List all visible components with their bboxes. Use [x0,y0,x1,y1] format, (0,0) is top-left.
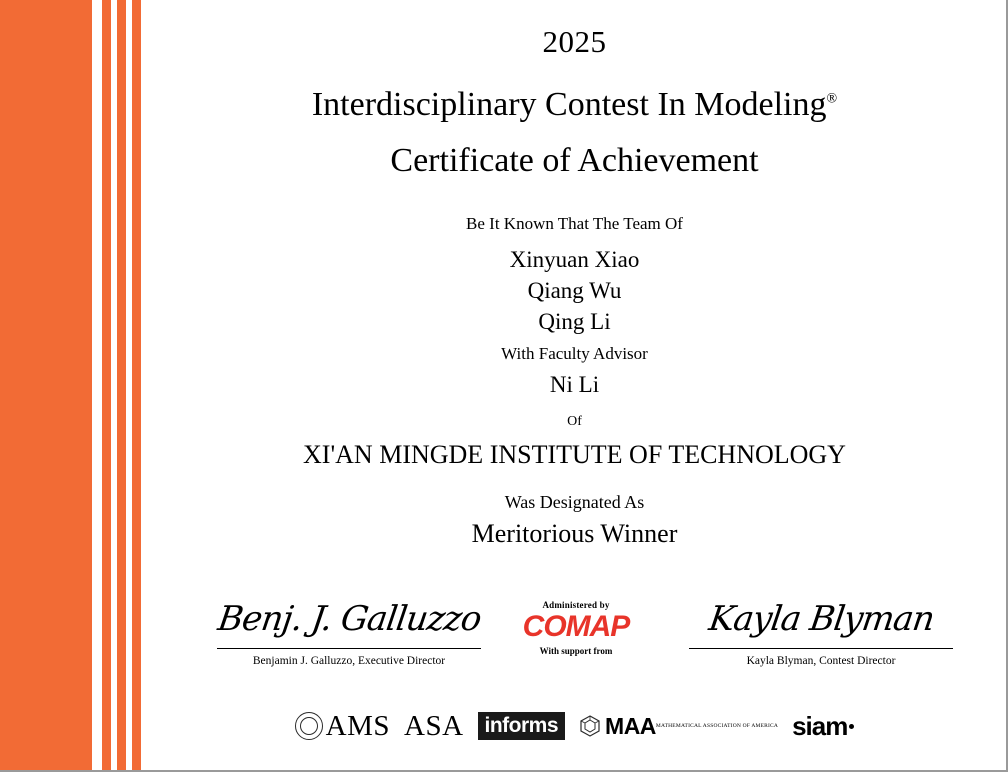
siam-dot-icon [849,724,854,729]
decorative-orange-bar-2 [117,0,126,770]
informs-logo-text: informs [478,712,566,740]
decorative-orange-bar-wide [0,0,92,770]
asa-logo-text: ASA [404,709,464,742]
support-from-label: With support from [539,646,613,656]
team-intro-label: Be It Known That The Team Of [466,214,683,233]
ams-logo [295,709,390,742]
administered-by-label: Administered by [542,600,610,610]
advisor-name: Ni Li [549,372,600,397]
decorative-orange-bar-3 [132,0,141,770]
team-member-list [141,244,1008,337]
signature-rule-right [689,648,953,649]
siam-logo [792,713,854,739]
contest-title-text: Interdisciplinary Contest In Modeling [311,86,827,123]
asa-logo [404,709,464,742]
maa-polyhedron-icon [579,715,601,737]
advisor-label: With Faculty Advisor [501,344,648,363]
award-title: Meritorious Winner [471,519,678,548]
ams-logo-text: AMS [325,709,390,742]
informs-logo [478,712,566,740]
contest-title [141,86,1008,124]
of-label: Of [567,414,582,429]
team-member: Qing Li [538,309,611,334]
institution-name: XI'AN MINGDE INSTITUTE OF TECHNOLOGY [303,440,846,469]
maa-logo [579,712,779,739]
comap-logo-block [501,600,651,656]
maa-logo-subtext: MATHEMATICAL ASSOCIATION OF AMERICA [655,722,779,729]
maa-logo-row [579,712,656,739]
decorative-orange-bar-1 [102,0,111,770]
signature-block-contest-director [681,596,961,667]
signature-mark-left: Benj. J. Galluzzo [215,599,484,639]
team-member: Qiang Wu [527,278,622,303]
signature-rule-left [217,648,481,649]
signature-mark-right: Kayla Blyman [706,599,937,639]
signature-block-executive-director [209,596,489,667]
siam-logo-text: siam [792,711,848,741]
sponsor-logo-row [141,700,1008,752]
ams-seal-icon [295,712,323,740]
designation-label: Was Designated As [504,492,645,512]
signature-caption-right: Kayla Blyman, Contest Director [746,655,896,667]
certificate-content [141,0,1008,772]
signature-caption-left: Benjamin J. Galluzzo, Executive Director [252,655,446,667]
certificate-subtitle: Certificate of Achievement [390,142,759,179]
comap-wordmark-icon: COMAP [522,610,630,643]
team-member: Xinyuan Xiao [509,247,640,272]
maa-logo-text: MAA [605,712,656,739]
registered-trademark-icon: ® [826,91,838,107]
certificate-year: 2025 [542,24,607,59]
